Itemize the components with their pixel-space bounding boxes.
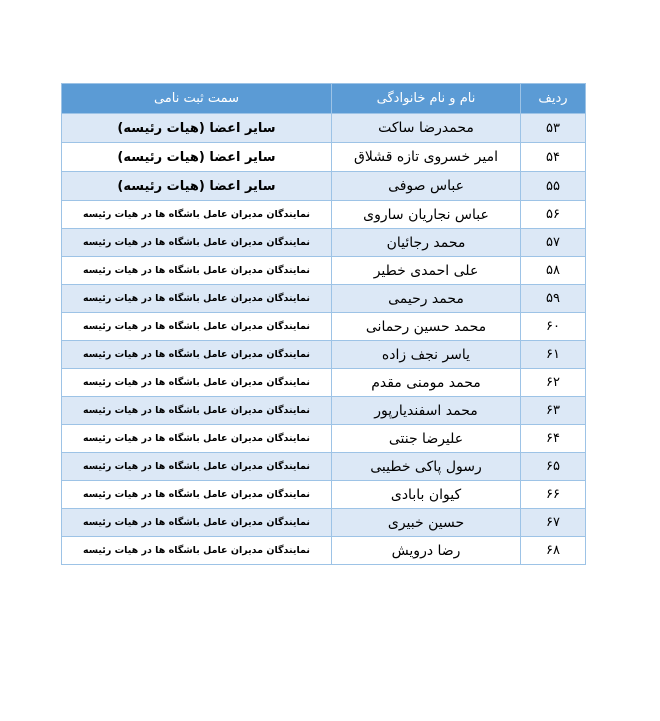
row-number-cell: ۶۰ (521, 313, 586, 341)
position-cell: نمایندگان مدیران عامل باشگاه ها در هیات رئیسه (62, 509, 332, 537)
table-row (62, 313, 586, 341)
name-cell: عباس صوفی (332, 172, 521, 201)
name-cell: امیر خسروی تازه قشلاق (332, 143, 521, 172)
table-row (62, 229, 586, 257)
table-row (62, 509, 586, 537)
row-number-cell: ۶۱ (521, 341, 586, 369)
position-cell: نمایندگان مدیران عامل باشگاه ها در هیات رئیسه (62, 285, 332, 313)
position-cell: نمایندگان مدیران عامل باشگاه ها در هیات رئیسه (62, 341, 332, 369)
row-number-cell: ۶۷ (521, 509, 586, 537)
position-cell: نمایندگان مدیران عامل باشگاه ها در هیات رئیسه (62, 481, 332, 509)
name-cell: محمدرضا ساکت (332, 114, 521, 143)
name-cell: حسین خبیری (332, 509, 521, 537)
name-cell: رسول پاکی خطیبی (332, 453, 521, 481)
name-cell: رضا درویش (332, 537, 521, 565)
position-cell: نمایندگان مدیران عامل باشگاه ها در هیات رئیسه (62, 313, 332, 341)
table-row (62, 453, 586, 481)
name-cell: علیرضا جنتی (332, 425, 521, 453)
row-number-cell: ۶۴ (521, 425, 586, 453)
name-cell: محمد مومنی مقدم (332, 369, 521, 397)
row-number-cell: ۶۳ (521, 397, 586, 425)
position-cell: سایر اعضا (هیات رئیسه) (62, 114, 332, 143)
row-number-cell: ۵۳ (521, 114, 586, 143)
position-cell: نمایندگان مدیران عامل باشگاه ها در هیات رئیسه (62, 397, 332, 425)
header-position: سمت ثبت نامی (62, 84, 332, 114)
row-number-cell: ۵۸ (521, 257, 586, 285)
name-cell: کیوان بابادی (332, 481, 521, 509)
table-row (62, 257, 586, 285)
position-cell: نمایندگان مدیران عامل باشگاه ها در هیات رئیسه (62, 201, 332, 229)
position-cell: نمایندگان مدیران عامل باشگاه ها در هیات رئیسه (62, 425, 332, 453)
row-number-cell: ۶۲ (521, 369, 586, 397)
position-cell: نمایندگان مدیران عامل باشگاه ها در هیات رئیسه (62, 229, 332, 257)
row-number-cell: ۶۸ (521, 537, 586, 565)
name-cell: علی احمدی خطیر (332, 257, 521, 285)
table-row (62, 143, 586, 172)
name-cell: عباس نجاریان ساروی (332, 201, 521, 229)
table-row (62, 397, 586, 425)
table-row (62, 201, 586, 229)
table-row (62, 114, 586, 143)
table-row (62, 341, 586, 369)
table-row (62, 425, 586, 453)
row-number-cell: ۵۵ (521, 172, 586, 201)
row-number-cell: ۶۵ (521, 453, 586, 481)
table-header-row (62, 84, 586, 114)
position-cell: سایر اعضا (هیات رئیسه) (62, 143, 332, 172)
table-row (62, 537, 586, 565)
row-number-cell: ۵۹ (521, 285, 586, 313)
table-row (62, 481, 586, 509)
header-row-number: ردیف (521, 84, 586, 114)
row-number-cell: ۵۴ (521, 143, 586, 172)
name-cell: یاسر نجف زاده (332, 341, 521, 369)
row-number-cell: ۵۶ (521, 201, 586, 229)
table-row (62, 285, 586, 313)
table-row (62, 172, 586, 201)
position-cell: نمایندگان مدیران عامل باشگاه ها در هیات رئیسه (62, 537, 332, 565)
row-number-cell: ۵۷ (521, 229, 586, 257)
position-cell: نمایندگان مدیران عامل باشگاه ها در هیات رئیسه (62, 453, 332, 481)
name-cell: محمد رحیمی (332, 285, 521, 313)
name-cell: محمد حسین رحمانی (332, 313, 521, 341)
row-number-cell: ۶۶ (521, 481, 586, 509)
position-cell: سایر اعضا (هیات رئیسه) (62, 172, 332, 201)
header-full-name: نام و نام خانوادگی (332, 84, 521, 114)
name-cell: محمد اسفندیارپور (332, 397, 521, 425)
table-row (62, 369, 586, 397)
name-cell: محمد رجائیان (332, 229, 521, 257)
position-cell: نمایندگان مدیران عامل باشگاه ها در هیات رئیسه (62, 369, 332, 397)
members-table (61, 83, 586, 565)
position-cell: نمایندگان مدیران عامل باشگاه ها در هیات رئیسه (62, 257, 332, 285)
